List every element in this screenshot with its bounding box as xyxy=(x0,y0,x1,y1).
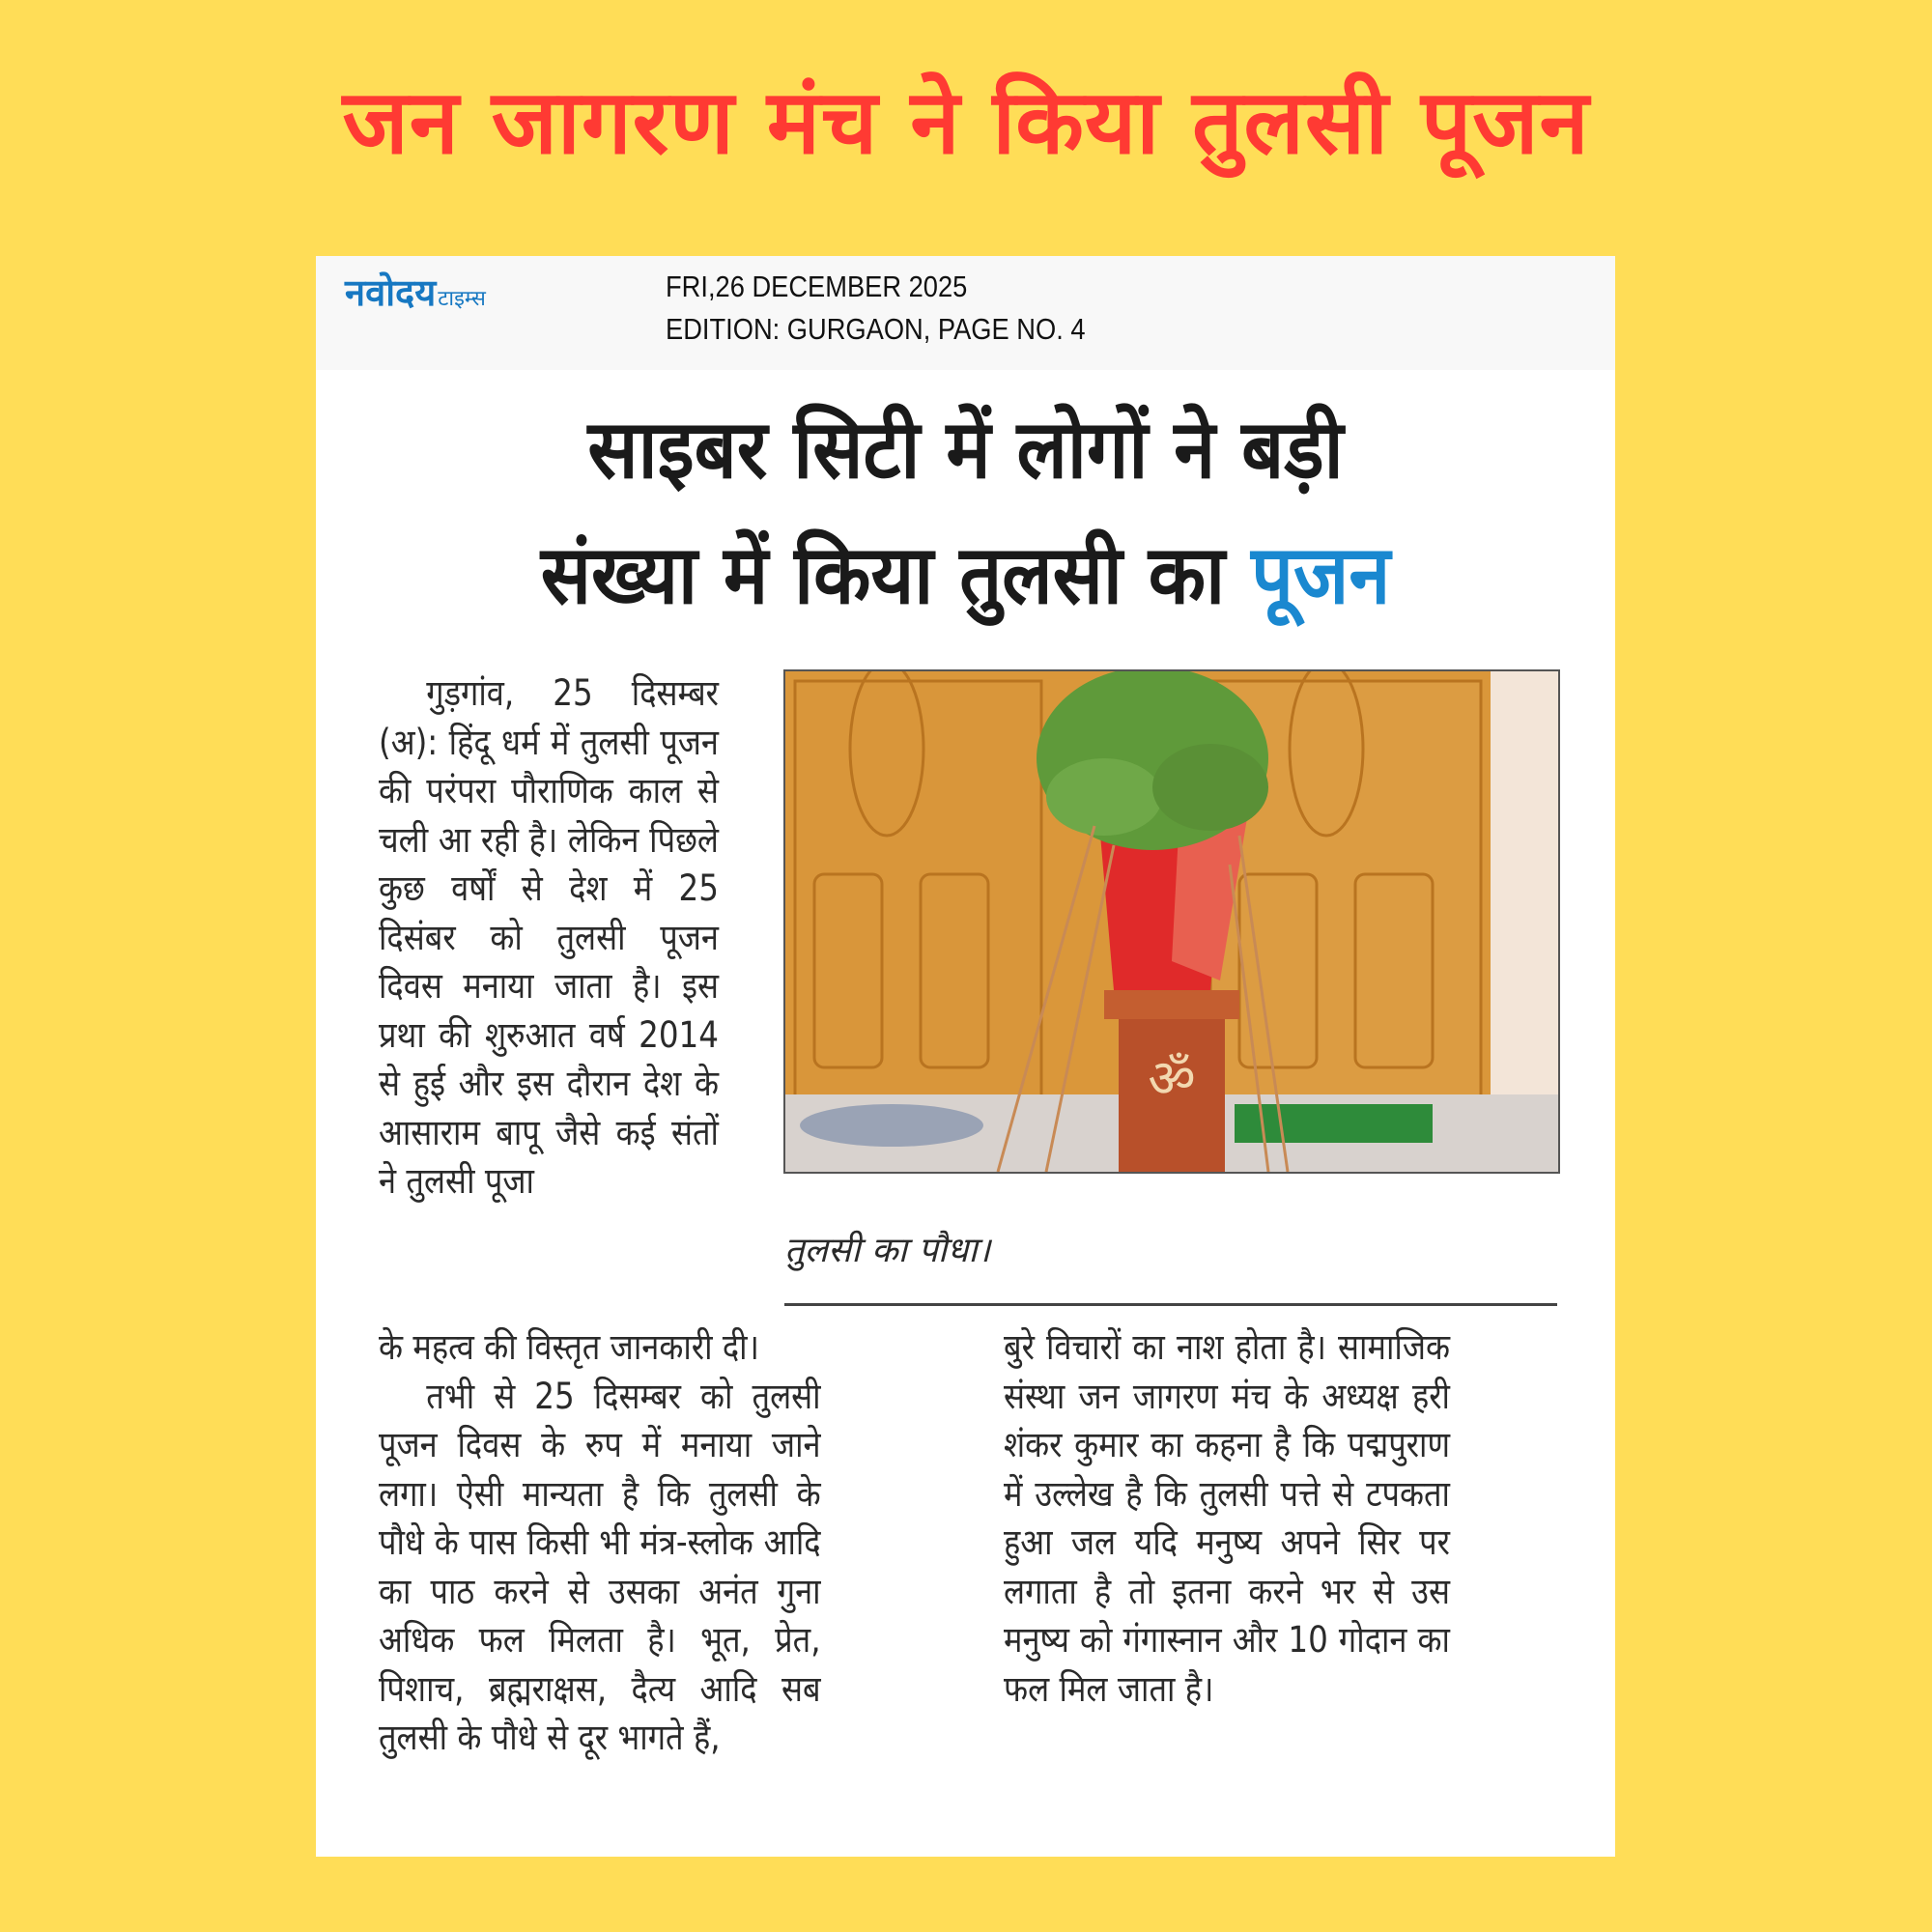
caption-divider xyxy=(784,1303,1557,1306)
article-column-2 xyxy=(1004,1323,1450,1714)
article-paragraph: बुरे विचारों का नाश होता है। सामाजिक संस्था जन जागरण मंच के अध्यक्ष हरी शंकर कुमार का कहना है कि पद्मपुराण में उल्लेख है कि तुलसी पत्ते से टपकता हुआ जल यदि मनुष्य अपने सिर पर लगाता है तो इतना करने भर से उस मनुष्य को गंगास्नान और 10 गोदान का फल मिल जाता है। xyxy=(1004,1326,1450,1710)
masthead-logo xyxy=(345,271,486,314)
headline-line-2-text: संख्या में किया तुलसी का xyxy=(540,527,1226,622)
svg-text:ॐ: ॐ xyxy=(1148,1048,1196,1109)
masthead-sub: टाइम्स xyxy=(438,287,486,311)
masthead-main: नवोदय xyxy=(345,271,437,314)
date-line: FRI,26 DECEMBER 2025 xyxy=(666,270,968,303)
banner-title: जन जागरण मंच ने किया तुलसी पूजन xyxy=(342,71,1590,174)
tulsi-plant-photo-icon xyxy=(785,671,1558,1172)
paper-header xyxy=(316,256,1615,370)
article-paragraph: तभी से 25 दिसम्बर को तुलसी पूजन दिवस के रुप में मनाया जाने लगा। ऐसी मान्यता है कि तुलसी के पौधे के पास किसी भी मंत्र-स्लोक आदि का पाठ करने से उसका अनंत गुना अधिक फल मिलता है। भूत, प्रेत, पिशाच, ब्रह्मराक्षस, दैत्य आदि सब तुलसी के पौधे से दूर भागते हैं, xyxy=(379,1375,821,1758)
headline-accent-word: पूजन xyxy=(1251,527,1391,622)
photo-caption: तुलसी का पौधा। xyxy=(784,1231,991,1270)
article-paragraph: के महत्व की विस्तृत जानकारी दी। xyxy=(379,1326,759,1368)
article-headline xyxy=(368,386,1563,638)
edition-info xyxy=(666,266,1086,351)
article-paragraph: गुड़गांव, 25 दिसम्बर (अ): हिंदू धर्म में तुलसी पूजन की परंपरा पौराणिक काल से चली आ रही है। लेकिन पिछले कुछ वर्षों से देश में 25 दिसंबर को तुलसी पूजन दिवस मनाया जाता है। इस प्रथा की शुरुआत वर्ष 2014 से हुई और इस दौरान देश के आसाराम बापू जैसे कई संतों ने तुलसी पूजा xyxy=(379,672,719,1202)
headline-line-1: साइबर सिटी में लोगों ने बड़ी xyxy=(587,402,1344,497)
headline-line-2 xyxy=(368,512,1563,638)
edition-line: EDITION: GURGAON, PAGE NO. 4 xyxy=(666,312,1086,346)
newspaper-clipping xyxy=(316,256,1615,1857)
article-photo xyxy=(783,669,1560,1174)
article-column-1-top xyxy=(379,669,719,1207)
article-column-1-bottom xyxy=(379,1323,821,1763)
